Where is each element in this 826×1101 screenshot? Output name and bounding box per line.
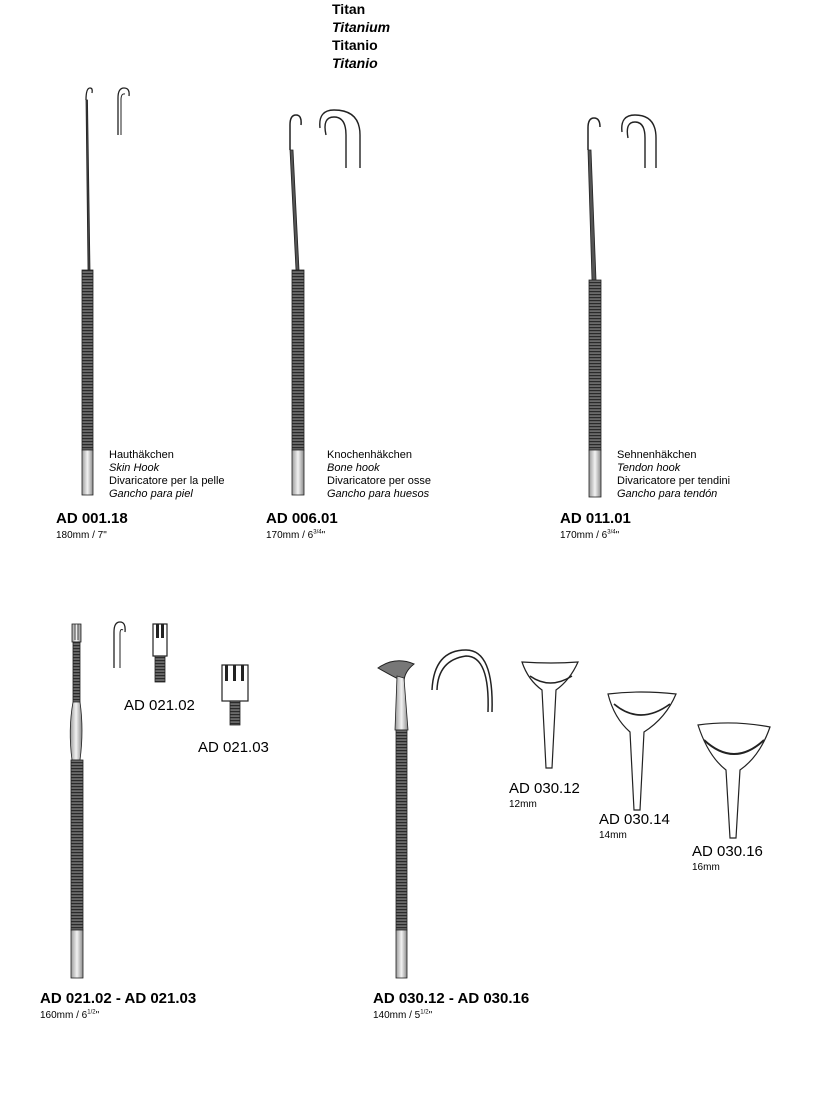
variant-code: AD 030.12 [509, 780, 580, 797]
name-it: Divaricatore per osse [327, 475, 431, 487]
size-suffix: " [615, 530, 620, 541]
skin-hook-illustration [82, 88, 129, 495]
size-mm: 170mm / 6 [266, 530, 314, 541]
size-mm: 170mm / 6 [560, 530, 608, 541]
size-mm: 160mm / 6 [40, 1010, 88, 1021]
name-en: Tendon hook [617, 462, 681, 474]
product-size [560, 530, 619, 542]
product-code: AD 001.18 [56, 510, 128, 527]
size-suffix: " [428, 1010, 433, 1021]
retractor-handle-illustration [378, 650, 492, 978]
product-code: AD 021.02 - AD 021.03 [40, 990, 197, 1007]
material-es: Titanio [332, 55, 378, 71]
size-fraction: 3/4 [313, 529, 322, 536]
product-size [373, 1010, 432, 1022]
name-es: Gancho para piel [109, 488, 193, 500]
variant-size: 12mm [509, 799, 537, 810]
name-it: Divaricatore per tendini [617, 475, 731, 487]
name-es: Gancho para huesos [327, 488, 430, 500]
blade-12mm-illustration [522, 662, 578, 768]
material-de: Titan [332, 1, 366, 17]
rake-handle-illustration [70, 622, 125, 978]
size-mm: 140mm / 5 [373, 1010, 421, 1021]
name-en: Bone hook [327, 462, 380, 474]
variant-size: 16mm [692, 862, 720, 873]
variant-size: 14mm [599, 830, 627, 841]
name-es: Gancho para tendón [617, 488, 718, 500]
bone-hook-description [327, 449, 431, 501]
variant-code: AD 021.02 [124, 697, 195, 714]
product-code: AD 011.01 [560, 510, 631, 527]
product-code: AD 030.12 - AD 030.16 [373, 990, 530, 1007]
variant-code: AD 030.14 [599, 811, 670, 828]
size-suffix: " [321, 530, 326, 541]
tendon-hook-description [617, 449, 730, 501]
skin-hook-description [109, 449, 225, 501]
name-de: Knochenhäkchen [327, 449, 413, 461]
size-fraction: 1/2 [420, 1009, 429, 1016]
size-suffix: " [103, 530, 107, 541]
two-prong-tip-illustration [153, 624, 167, 682]
product-size [266, 530, 325, 542]
tendon-hook-illustration [588, 115, 656, 497]
blade-14mm-illustration [608, 692, 676, 810]
material-it: Titanio [332, 37, 378, 53]
name-en: Skin Hook [109, 462, 160, 474]
variant-code: AD 021.03 [198, 739, 269, 756]
product-code: AD 006.01 [266, 510, 338, 527]
variant-code: AD 030.16 [692, 843, 763, 860]
product-size [56, 530, 107, 542]
blade-16mm-illustration [698, 723, 770, 838]
size-fraction: 3/4 [607, 529, 616, 536]
name-de: Sehnenhäkchen [617, 449, 697, 461]
bone-hook-illustration [290, 110, 360, 495]
name-it: Divaricatore per la pelle [109, 475, 225, 487]
three-prong-tip-illustration [222, 665, 248, 725]
product-size [40, 1010, 99, 1022]
size-mm: 180mm / 7 [56, 530, 104, 541]
material-en: Titanium [332, 19, 391, 35]
size-suffix: " [95, 1010, 100, 1021]
name-de: Hauthäkchen [109, 449, 174, 461]
size-fraction: 1/2 [87, 1009, 96, 1016]
